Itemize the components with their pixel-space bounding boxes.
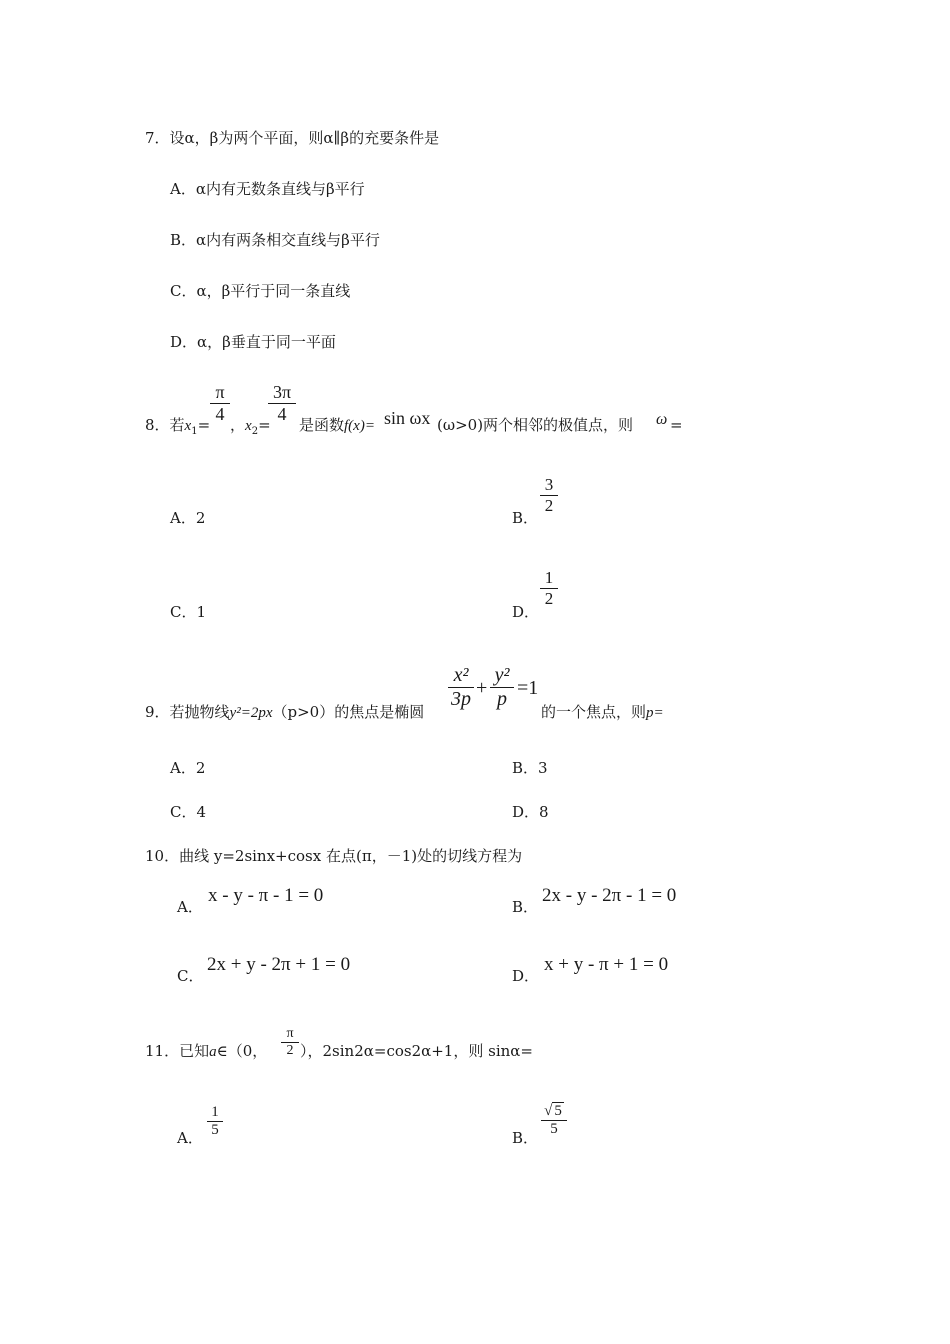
q8-eq1: = [197,416,211,434]
q8-fx: f(x)= [344,418,375,434]
q10-option-a-label: A． [177,898,203,916]
q8-option-b-fraction [540,475,558,516]
q8-x1-frac-den: 4 [215,404,225,424]
q8-sin-expr: sin ωx [384,408,431,428]
q8-x1-sub: 1 [191,426,198,437]
q10-option-b-expr: 2x - y - 2π - 1 = 0 [542,885,677,906]
q8-option-c: C．1 [170,603,207,621]
q8-option-a: A．2 [170,509,206,527]
q9-p-eq: p= [646,705,664,721]
q10-option-c-label: C． [177,967,204,985]
q9-parabola: y²=2px [229,705,273,721]
q11-option-a-label: A． [177,1129,203,1147]
q9-option-c: C．4 [170,803,207,821]
q8-option-d-fraction [540,568,558,609]
q11-option-a-fraction [207,1104,223,1139]
q8-end-eq: = [670,416,683,434]
q9-stem-part1: 9．若抛物线 [145,703,230,721]
q8-d-den: 2 [544,589,554,608]
q8-x2-sub: 2 [251,426,259,437]
q11-stem [145,1041,267,1062]
q7-option-a: A．α内有无数条直线与β平行 [170,180,365,198]
q8-mid-text: 是函数 [299,416,345,434]
q11-b-num-wrap: √ 5 [541,1102,567,1121]
q7-option-b: B．α内有两条相交直线与β平行 [170,231,380,249]
q9-ellipse-num1: x² [448,664,474,688]
q8-option-d-label: D． [512,603,540,621]
q8-option-b-label: B． [512,509,539,527]
q11-stem-part2: ∈（0， [216,1042,268,1060]
q8-x1-frac-num: π [210,382,230,404]
q11-stem-part1: 11．已知 [145,1042,210,1060]
q9-ellipse-den1: 3p [451,688,471,710]
q11-b-den: 5 [550,1121,558,1137]
q9-stem-part3: 的一个焦点，则 [541,703,647,721]
q8-stem-rest [299,415,375,436]
q10-option-c-expr: 2x + y - 2π + 1 = 0 [207,954,351,975]
q10-option-d-expr: x + y - π + 1 = 0 [544,954,669,975]
q11-stem-end: ），2sin2α=cos2α+1，则 sinα= [300,1042,533,1060]
q9-ellipse-num2: y² [490,664,514,688]
q8-d-num: 1 [540,568,558,589]
q7-stem: 7．设α，β为两个平面，则α∥β的充要条件是 [145,129,440,147]
q9-option-d: D．8 [512,803,549,821]
q8-x1: x [184,418,192,434]
q8-x2-frac-num: 3π [268,382,296,404]
q9-ellipse-eq: =1 [517,677,539,699]
q11-a-den: 5 [211,1122,219,1138]
q11-frac-den: 2 [286,1043,294,1058]
q8-stem [145,415,210,442]
q9-option-a: A．2 [170,759,206,777]
q10-option-a-expr: x - y - π - 1 = 0 [208,885,324,906]
q8-eq2: = [258,416,271,434]
q9-ellipse-plus: + [476,677,488,699]
q11-option-b-label: B． [512,1129,539,1147]
q10-option-d-label: D． [512,967,540,985]
q8-b-num: 3 [540,475,558,496]
q8-number: 8．若 [145,416,185,434]
q11-pi-over-2 [281,1026,299,1059]
q8-comma: ， [230,416,246,434]
q8-x2-fraction [268,382,296,425]
q9-stem-part2: （p>0）的焦点是椭圆 [272,703,425,721]
q9-ellipse-frac2 [490,664,514,711]
q10-option-b-label: B． [512,898,539,916]
q8-x2-frac-den: 4 [277,404,287,424]
q7-option-d: D．α，β垂直于同一平面 [170,333,336,351]
q8-x2-label [230,415,271,442]
q11-a: a [209,1044,217,1060]
q11-b-num: 5 [554,1103,562,1119]
q11-frac-num: π [281,1026,299,1043]
q8-x2: x [245,418,252,434]
q10-stem: 10．曲线 y=2sinx+cosx 在点(π，－1)处的切线方程为 [145,847,523,865]
q9-option-b: B．3 [512,759,548,777]
q7-option-c: C．α，β平行于同一条直线 [170,282,351,300]
q11-option-b-fraction [541,1102,567,1138]
q9-ellipse-den2: p [497,688,507,710]
q8-omega: ω [656,411,668,428]
q9-stem-end [541,702,664,723]
q8-condition: (ω>0)两个相邻的极值点，则 [437,416,634,434]
q9-stem [145,702,424,723]
q11-a-num: 1 [207,1104,223,1122]
q8-b-den: 2 [544,496,554,515]
q8-x1-fraction [210,382,230,425]
q9-ellipse-frac1 [448,664,474,711]
